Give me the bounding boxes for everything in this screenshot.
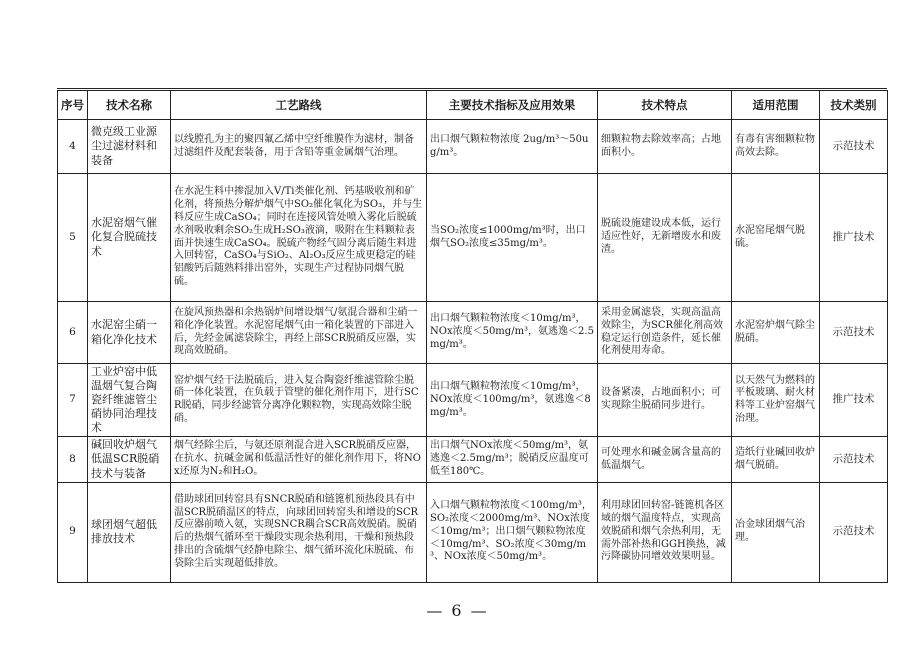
cell-name: 微克级工业源尘过滤材料和装备 — [88, 120, 171, 174]
table-row — [58, 437, 888, 482]
cell-category: 示范技术 — [820, 120, 888, 174]
cell-scope: 造纸行业碱回收炉烟气脱硝。 — [732, 437, 820, 482]
cell-scope: 以天然气为燃料的平板玻璃、耐火材料等工业炉窑烟气治理。 — [732, 364, 820, 437]
header-category: 技术类别 — [820, 91, 888, 120]
cell-no: 9 — [58, 482, 88, 582]
cell-process: 以线膛孔为主的聚四氟乙烯中空纤维膜作为滤材，制备过滤组件及配套装备，用于含铅等重金属烟气治理。 — [171, 120, 427, 174]
cell-name: 碱回收炉烟气低温SCR脱硝技术与装备 — [88, 437, 171, 482]
cell-category: 示范技术 — [820, 482, 888, 582]
cell-features: 可处理水和碱金属含量高的低温烟气。 — [598, 437, 732, 482]
cell-no: 5 — [58, 174, 88, 302]
technology-table — [57, 90, 888, 583]
cell-indicators: 入口烟气颗粒物浓度＜100mg/m³，SO₂浓度＜2000mg/m³、NOx浓度＜10mg/m³；出口烟气颗粒物浓度＜10mg/m³、SO₂浓度＜30mg/m³、NOx浓度＜50mg/m³。 — [427, 482, 598, 582]
cell-name: 水泥窑尘硝一箱化净化技术 — [88, 302, 171, 364]
header-scope: 适用范围 — [732, 91, 820, 120]
cell-category: 示范技术 — [820, 437, 888, 482]
cell-category: 示范技术 — [820, 302, 888, 364]
cell-process: 在水泥生料中掺混加入V/Ti类催化剂、钙基吸收剂和矿化剂，将预热分解炉烟气中SO₂催化氧化为SO₃，并与生料反应生成CaSO₄；同时在连接风管处喷入雾化后脱硫水剂吸收剩余SO₂生成H₂SO₃液滴，吸附在生料颗粒表面并快速生成CaSO₄。脱硫产物经气固分离后随生料进入回转窑，CaSO₄与SiO₂、Al₂O₃反应生成更稳定的硅铝酸钙后随熟料排出窑外，实现生产过程协同烟气脱硫。 — [171, 174, 427, 302]
header-no: 序号 — [58, 91, 88, 120]
cell-category: 推广技术 — [820, 364, 888, 437]
cell-indicators: 出口烟气颗粒物浓度＜10mg/m³，NOx浓度＜100mg/m³，氨逃逸＜8mg/m³。 — [427, 364, 598, 437]
cell-features: 细颗粒物去除效率高；占地面积小。 — [598, 120, 732, 174]
table-top-rule — [57, 88, 887, 89]
table-header-row — [58, 91, 888, 120]
cell-no: 4 — [58, 120, 88, 174]
table-row — [58, 120, 888, 174]
cell-process: 窑炉烟气经干法脱硫后，进入复合陶瓷纤维滤管除尘脱硝一体化装置，在负载于管壁的催化剂作用下，进行SCR脱硝，同步经滤管分离净化颗粒物，实现高效除尘脱硝。 — [171, 364, 427, 437]
cell-features: 脱硫设施建设成本低，运行适应性好，无新增废水和废渣。 — [598, 174, 732, 302]
cell-name: 球团烟气超低排放技术 — [88, 482, 171, 582]
table-row — [58, 364, 888, 437]
cell-name: 水泥窑烟气催化复合脱硫技术 — [88, 174, 171, 302]
cell-category: 推广技术 — [820, 174, 888, 302]
cell-features: 设备紧凑，占地面积小；可实现除尘脱硝同步进行。 — [598, 364, 732, 437]
cell-no: 8 — [58, 437, 88, 482]
table-row — [58, 174, 888, 302]
cell-scope: 冶金球团烟气治理。 — [732, 482, 820, 582]
cell-indicators: 出口烟气颗粒物浓度＜10mg/m³，NOx浓度＜50mg/m³，氨逃逸＜2.5mg/m³。 — [427, 302, 598, 364]
header-process: 工艺路线 — [171, 91, 427, 120]
cell-process: 借助球团回转窑具有SNCR脱硝和链篦机预热段具有中温SCR脱硝温区的特点，向球团回转窑头和增设的SCR反应器前喷入氨，实现SNCR耦合SCR高效脱硝。脱硝后的热烟气循环至干燥段实现余热利用，干燥和预热段排出的含硫烟气经静电除尘、烟气循环流化床脱硫、布袋除尘后实现超低排放。 — [171, 482, 427, 582]
cell-scope: 有毒有害细颗粒物高效去除。 — [732, 120, 820, 174]
cell-indicators: 出口烟气颗粒物浓度 2ug/m³～50ug/m³。 — [427, 120, 598, 174]
cell-indicators: 出口烟气NOx浓度＜50mg/m³，氨逃逸＜2.5mg/m³；脱硝反应温度可低至180℃。 — [427, 437, 598, 482]
cell-scope: 水泥窑尾烟气脱硫。 — [732, 174, 820, 302]
header-indicators: 主要技术指标及应用效果 — [427, 91, 598, 120]
header-name: 技术名称 — [88, 91, 171, 120]
cell-features: 采用金属滤袋，实现高温高效除尘，为SCR催化剂高效稳定运行创造条件，延长催化剂使用寿命。 — [598, 302, 732, 364]
table-row — [58, 482, 888, 582]
cell-no: 7 — [58, 364, 88, 437]
header-features: 技术特点 — [598, 91, 732, 120]
cell-scope: 水泥窑炉烟气除尘脱硝。 — [732, 302, 820, 364]
cell-name: 工业炉窑中低温烟气复合陶瓷纤维滤管尘硝协同治理技术 — [88, 364, 171, 437]
cell-features: 利用球团回转窑-链篦机各区域的烟气温度特点，实现高效脱硝和烟气余热利用，无需外部补热和GGH换热，减污降碳协同增效效果明显。 — [598, 482, 732, 582]
cell-indicators: 当SO₂浓度≤1000mg/m³时，出口烟气SO₂浓度≤35mg/m³。 — [427, 174, 598, 302]
cell-process: 烟气经除尘后，与氨还原剂混合进入SCR脱硝反应器，在抗水、抗碱金属和低温活性好的催化剂作用下，将NOx还原为N₂和H₂O。 — [171, 437, 427, 482]
page-number: — 6 — — [426, 601, 489, 620]
cell-process: 在旋风预热器和余热锅炉间增设烟气/氨混合器和尘硝一箱化净化装置。水泥窑尾烟气由一箱化装置的下部进入后，先经金属滤袋除尘，再经上部SCR脱硝反应器，实现高效脱硝。 — [171, 302, 427, 364]
table-row — [58, 302, 888, 364]
cell-no: 6 — [58, 302, 88, 364]
